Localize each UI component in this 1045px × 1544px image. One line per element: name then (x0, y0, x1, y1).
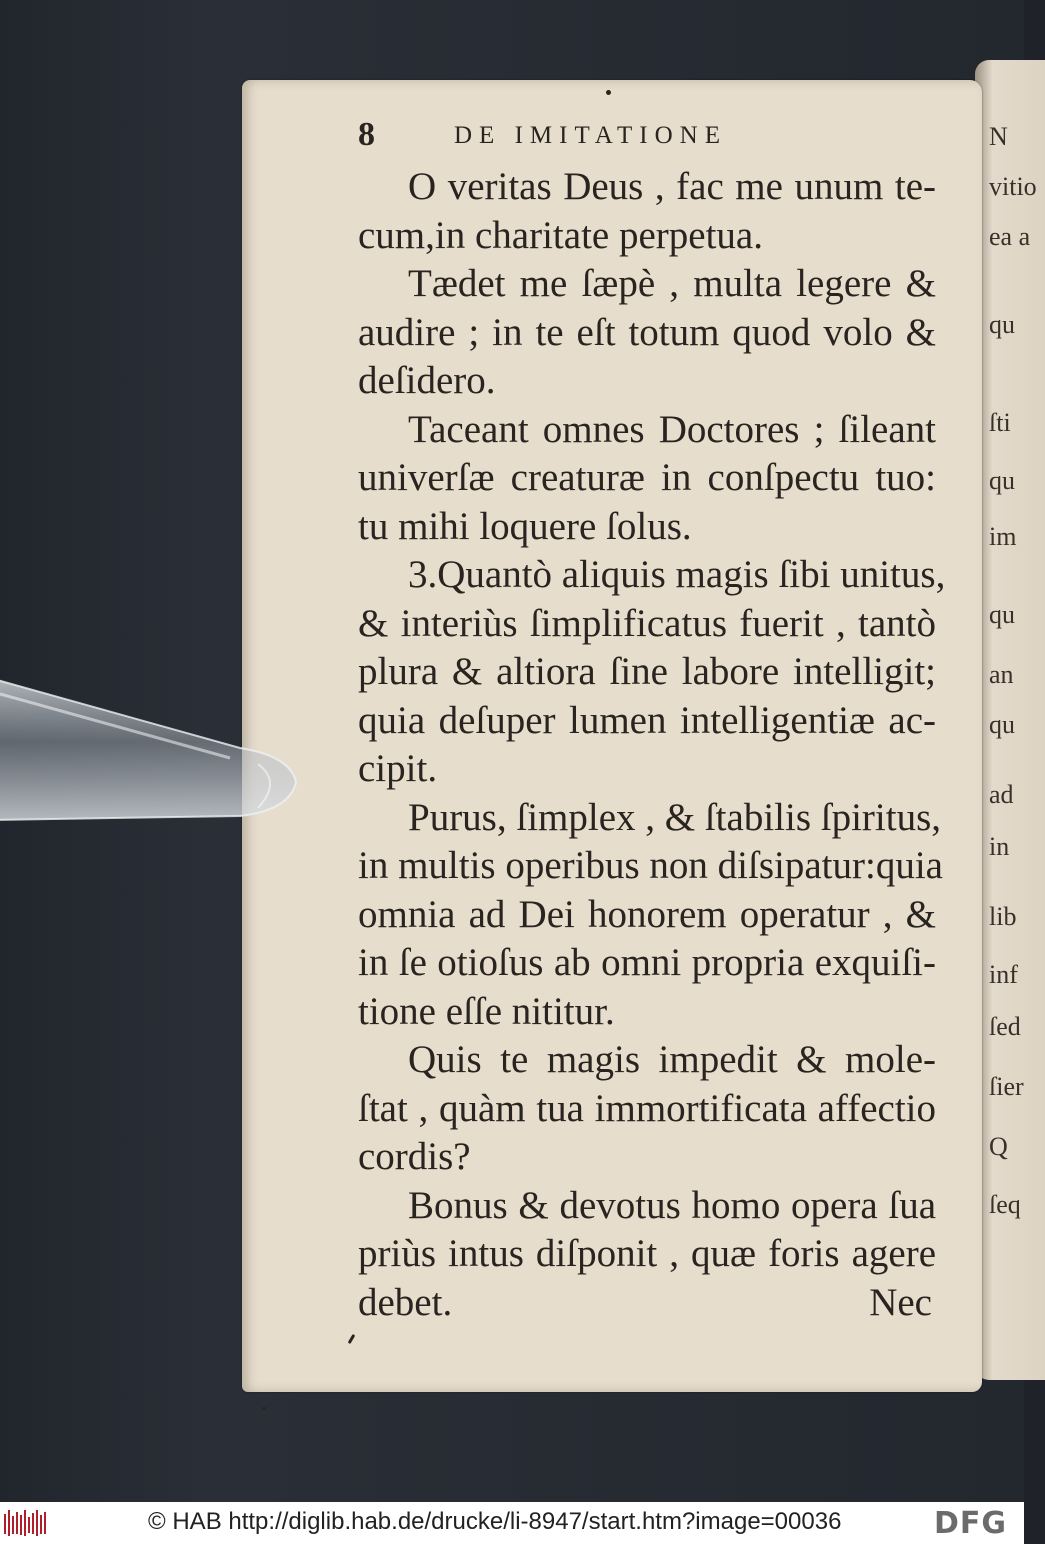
next-page-fragment: im (989, 522, 1017, 551)
text-line: Bonus & devotus homo opera ſua (408, 1183, 936, 1227)
text-line: cipit. (358, 747, 438, 790)
text-line: & interiùs ſimplificatus fuerit , tantò (358, 601, 936, 645)
next-page-fragment: ſti (989, 408, 1011, 437)
next-page-fragment: N (989, 122, 1008, 151)
footer-bar (0, 1502, 1024, 1544)
next-page-fragment: in (989, 832, 1010, 861)
last-line-row (358, 1280, 936, 1329)
book-page (242, 80, 982, 1392)
text-line: cordis? (358, 1135, 471, 1178)
next-page-fragment: Q (989, 1132, 1008, 1161)
text-line: Tædet me ſæpè , multa legere & (408, 262, 936, 305)
next-page-fragment: qu (989, 710, 1015, 739)
next-page-fragment: qu (989, 310, 1015, 339)
text-line: 3.Quantò aliquis magis ſibi unitus, (408, 553, 946, 596)
next-page-fragment: qu (989, 466, 1015, 495)
page-number: 8 (358, 116, 375, 153)
next-page-fragment: qu (989, 600, 1015, 629)
glass-pointer (0, 670, 320, 840)
dfg-logo: DFG (934, 1506, 1008, 1541)
text-line: in multis operibus non diſsipatur:quia (358, 844, 943, 887)
text-line: cum,in charitate perpetua. (358, 213, 763, 257)
text-line: Purus, ſimplex , & ſtabilis ſpiritus, (408, 795, 942, 839)
next-page-fragment: ad (989, 780, 1014, 809)
next-page-fragment: ea a (989, 222, 1031, 251)
page-header (358, 116, 936, 164)
text-line: univerſæ creaturæ in conſpectu tuo: (358, 456, 936, 499)
next-page-fragment: vitio (989, 172, 1037, 201)
catchword: Nec (869, 1280, 932, 1324)
text-line: debet. (358, 1280, 453, 1324)
next-page-fragment: ſier (989, 1072, 1024, 1101)
text-line: priùs intus diſponit , quæ foris agere (358, 1232, 936, 1275)
running-title: DE IMITATIONE (454, 122, 727, 149)
next-page-fragment: an (989, 660, 1014, 689)
hab-barcode-icon (4, 1510, 48, 1536)
text-line: Quis te magis impedit & mole- (408, 1038, 936, 1081)
text-line: in ſe otioſus ab omni propria exquiſi- (358, 941, 936, 984)
body-text (358, 164, 946, 1280)
text-line: omnia ad Dei honorem operatur , & (358, 892, 936, 936)
text-line: tu mihi loquere ſolus. (358, 504, 692, 548)
next-page-edge (975, 60, 1045, 1380)
next-page-fragment: inf (989, 960, 1018, 989)
page-text-block (358, 116, 946, 1328)
text-line: ſtat , quàm tua immortificata affectio (358, 1086, 936, 1130)
next-page-fragment: ſeq (989, 1190, 1021, 1219)
next-page-fragment: lib (989, 902, 1017, 931)
text-line: O veritas Deus , fac me unum te- (408, 165, 936, 208)
text-line: deſidero. (358, 359, 496, 402)
text-line: audire ; in te eſt totum quod volo & (358, 310, 936, 354)
footer-credit[interactable]: © HAB http://diglib.hab.de/drucke/li-8947/start.htm?image=00036 (148, 1508, 842, 1535)
text-line: Taceant omnes Doctores ; ſileant (408, 407, 936, 451)
text-line: tione eſſe nititur. (358, 989, 615, 1033)
text-line: plura & altiora ſine labore intelligit; (358, 650, 936, 693)
text-line: quia deſuper lumen intelligentiæ ac- (358, 698, 936, 742)
next-page-fragment: ſed (989, 1012, 1021, 1041)
